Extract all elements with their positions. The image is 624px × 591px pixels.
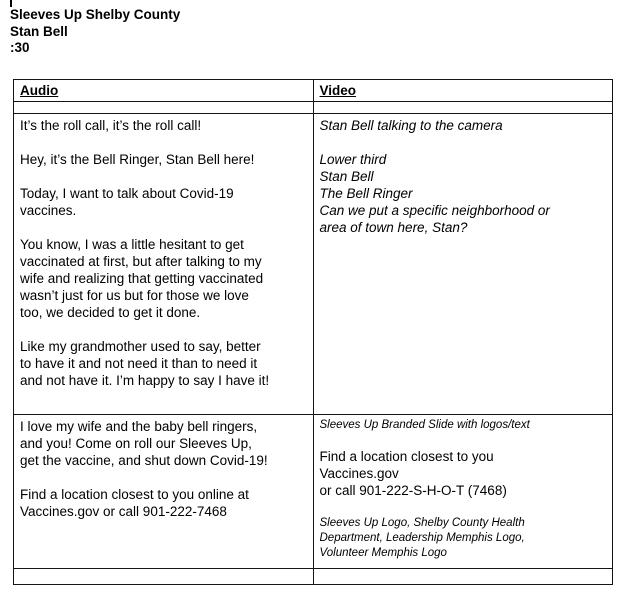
text-line: or call 901-222-S-H-O-T (7468) [319,483,507,498]
text-line: area of town here, Stan? [319,220,468,235]
text-line: Volunteer Memphis Logo [319,547,447,559]
text-line: and you! Come on roll our Sleeves Up, [20,436,252,451]
text-line [20,134,307,151]
text-line: Like my grandmother used to say, better [20,339,261,354]
text-line: Today, I want to talk about Covid-19 [20,186,234,201]
text-line: get the vaccine, and shut down Covid-19! [20,453,268,468]
text-line: wife and realizing that getting vaccinated [20,271,264,286]
spacer-cell [313,569,613,585]
script-row-2 [14,415,613,569]
text-line: You know, I was a little hesitant to get [20,237,244,252]
text-line: The Bell Ringer [319,186,413,201]
text-line: wasn’t just for us but for those we love [20,288,249,303]
spacer-cell [14,569,314,585]
text-line: Find a location closest to you online at [20,487,249,502]
audio-header-label: Audio [20,83,59,98]
spot-duration: :30 [10,40,30,55]
text-line: Sleeves Up Logo, Shelby County Health [319,517,525,529]
spacer-cell [14,102,314,114]
spacer-row-bottom [14,569,613,585]
project-title: Sleeves Up Shelby County [10,7,181,22]
text-line [20,469,307,486]
text-line [320,499,607,516]
text-line: to have it and not need it than to need it [20,356,258,371]
spacer-cell [313,102,613,114]
text-line: too, we decided to get it done. [20,305,201,320]
text-line: vaccines. [20,203,77,218]
title-block [10,7,180,57]
text-line [320,433,607,448]
text-line: vaccinated at first, but after talking to my [20,254,262,269]
text-line: I love my wife and the baby bell ringers, [20,419,258,434]
audio-video-script-table [13,79,613,585]
text-line [20,321,307,338]
text-line: Sleeves Up Branded Slide with logos/text [319,419,530,431]
text-line: Hey, it’s the Bell Ringer, Stan Bell here! [20,152,255,167]
table-header-row [14,80,613,102]
text-line: Stan Bell [319,169,374,184]
text-line: Vaccines.gov [319,466,399,481]
video-header-label: Video [319,83,357,98]
text-line: Lower third [319,152,387,167]
text-line: Can we put a specific neighborhood or [319,203,550,218]
audio-column-header [14,80,314,102]
text-line: and not have it. I’m happy to say I have it! [20,373,270,388]
audio-cell-2 [14,415,314,569]
spacer-row-top [14,102,613,114]
text-line: Department, Leadership Memphis Logo, [319,532,525,544]
talent-name: Stan Bell [10,23,68,39]
video-column-header [313,80,613,102]
video-cell-1 [313,114,613,415]
audio-cell-1 [14,114,314,415]
text-line: Vaccines.gov or call 901-222-7468 [20,504,227,519]
text-line: Find a location closest to you [319,449,494,464]
text-line: It’s the roll call, it’s the roll call! [20,118,202,133]
script-row-1 [14,114,613,415]
text-line [320,134,607,151]
text-line [20,219,307,236]
text-cursor-mark [10,0,12,7]
video-cell-2 [313,415,613,569]
text-line [20,168,307,185]
text-line: Stan Bell talking to the camera [319,118,503,133]
